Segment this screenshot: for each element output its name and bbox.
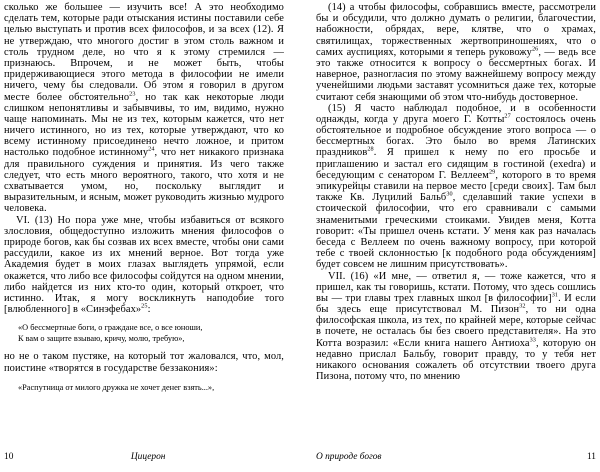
paragraph-14 [316,2,596,103]
paragraph-15 [316,103,596,271]
paragraph-text-after-marker: , но так как некоторые люди слишком непонятливы и забывчивы, то им, видимо, нужно чаще напоминать. Мы не из тех, которым кажется, что нет ничего истинного, но из тех, которые утверждают, что ко всему истинному присоединено нечто ложное, и притом настолько подобное истинному [4,91,285,159]
footnote-marker-23: 23 [129,90,136,98]
footnote-marker-29: 29 [488,168,496,176]
footnote-marker-26: 26 [531,45,539,53]
footnote-marker-27: 27 [504,112,511,120]
paragraph-text-after-marker-4: , сделавший такие успехи в стоической философии, что его сравнивали с самыми знаменитыми греческими стоиками. Увидев меня, Котта говорит: «Ты пришел очень кстати. У меня как раз началась беседа с Веллеем по очень важному вопросу, при которой тебе с твоей склонностью [к подобного рода обсуждениям] будет совсем не лишним присутствовать». [316,192,596,271]
left-page-column [0,0,300,438]
footnote-marker-24: 24 [148,145,155,153]
running-head-left: Цицерон [130,452,166,462]
paragraph-text: сколько же большее — изучить все! А это необходимо сделать тем, которые ради отыскания истины поставили себе целью выступать и против всех философов, и за всех (12). Я не утверждаю, что многого достиг в этом столь важном и столь трудном деле, но что я к этому стремился — признаюсь. Впрочем, и не может быть, чтобы придерживающиеся этого метода в философии не имели ничего, чему бы следовали. Об этом я говорил в другом месте более обстоятельно [4,2,284,103]
footer-recto [300,450,600,464]
paragraph-text: VII. (16) «И мне, — ответил я, — тоже кажется, что я пришел, как ты говоришь, кстати. Потому, что здесь сошлись вы — три главы трех главных школ [в философии] [316,270,596,304]
footnote-marker-28: 28 [367,145,374,153]
paragraph-text: VI. (13) Но пора уже мне, чтобы избавиться от всякого злословия, общедоступно изложить мнения философов о природе богов, как бы созвав их всех вместе, чтобы они сами рассудили, какое из их мнений верное. Вот тогда уже Академия будет в моих глазах выглядеть упрямой, если окажется, что либо все философы сойдутся на одном мнении, либо найдется из них кто-то один, который откроет, что истинно. Итак, я могу воскликнуть наподобие того [влюбленного] в «Синэфебах» [4,214,284,316]
footnote-marker-32: 32 [519,302,526,310]
verse-quote-sinephebi [4,315,284,351]
paragraph-text-after-marker-2: , что нет никакого признака для правильного суждения и принятия. Из чего также следует, что есть много вероятного, такого, что хотя и не схватывается умом, но, поскольку выглядит и выразительным, и ясным, может руководить жизнью мудрого человека. [4,147,284,215]
verse-quote-rasputnitsa: «Распутница от милого дружка не хочет денег взять...», [18,382,215,392]
paragraph-16 [316,271,596,383]
footnote-marker-33: 33 [529,336,536,344]
right-page-column [300,0,600,438]
running-head-right: О природе богов [316,452,382,462]
paragraph-text-after-marker-3: , которого в то время эпикурейцы ставили на первое место [среди своих]. Там был также Кв. Луцилий Бальб [316,169,596,204]
page-number-right: 11 [586,452,596,462]
verse-line: К вам о защите взываю, кричу, молю, требую», [18,334,185,344]
paragraph-text-after-marker-3: , которую он недавно прислал Бальбу, говорит правду, то у тебя нет никакого основания сожалеть об отсутствии твоего друга Пизона, потому что, по мнению [316,337,596,383]
footnote-marker-25: 25 [141,302,148,310]
verse-line: «О бессмертные боги, о граждане все, о все юноши, [18,323,203,333]
footnote-marker-30: 30 [446,190,453,198]
paragraph-text-after-marker-2: , то ни одна философская школа, из тех, по крайней мере, которые сейчас в почете, не осталась бы без своего представителя». На это Котта возразил: «Если книга нашего Антиоха [316,304,596,349]
paragraph-text: (15) Я часто наблюдал подобное, и в особенности однажды, когда у друга моего Г. Котты [316,102,596,125]
paragraph-13 [4,215,284,316]
paragraph-text-after-marker: , — ведь все это также относится к вопросу о бессмертных богах. И наверное, разногласия по этому важнейшему вопросу между ученейшими людьми заставят усомниться даже тех, которые считают себя знающими об этом что-нибудь достоверное. [316,46,596,103]
page-footer [0,450,600,466]
page-number-left: 10 [4,452,14,462]
paragraph-12-continued [4,2,284,215]
paragraph-text-after-marker: . И если бы здесь еще присутствовал М. Пизон [316,292,596,316]
footnote-marker-31: 31 [551,291,559,299]
paragraph-text-after-marker: : [147,304,151,316]
paragraph-text-after-marker-2: . Я пришел к нему по его просьбе и приглашению и застал его сидящим в гостиной (exedra) и беседующим с сенатором Г. Веллеем [316,147,596,181]
paragraph-text: (14) а чтобы философы, собравшись вместе, рассмотрели бы и обсудили, что должно думать о религии, благочестии, набожности, обрядах, вере, клятве, что о храмах, святилищах, торжественных жертвоприношениях, что о самих ауспициях, которыми я теперь руковожу [316,2,596,58]
paragraph-after-verse: но не о таком пустяке, на который тот жаловался, что, мол, поистине «творятся в государстве беззакония»: [4,351,284,374]
footer-verso [0,450,300,464]
paragraph-text-after-marker: состоялось очень обстоятельное и подробное обсуждение этого вопроса — о бессмертных богах. Это было во время Латинских праздников [316,113,596,159]
